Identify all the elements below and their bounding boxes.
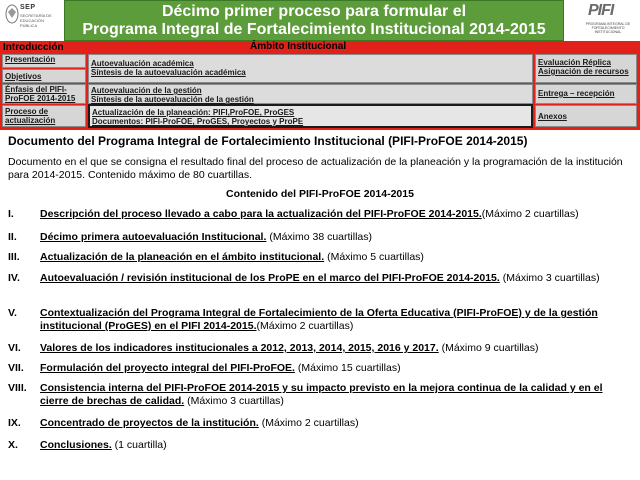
- sep-logo-subtitle: SECRETARÍA DE EDUCACIÓN PÚBLICA: [20, 13, 52, 28]
- nav-link-label: Objetivos: [5, 72, 42, 81]
- nav-link-actualizacion-planeacion[interactable]: Actualización de la planeación: PIFI,ProFOE, ProGES: [92, 108, 295, 117]
- item-number: VII.: [8, 362, 24, 374]
- nav-link-anexos[interactable]: [535, 105, 637, 127]
- nav-header-ambito: Ámbito Institucional: [250, 41, 347, 52]
- nav-link-presentacion[interactable]: [2, 54, 86, 68]
- nav-link-autoevaluacion-gestion[interactable]: Autoevaluación de la gestión: [91, 86, 202, 95]
- nav-block-evaluacion[interactable]: [535, 54, 637, 83]
- nav-block-autoevaluacion-gestion[interactable]: [88, 84, 533, 104]
- nav-link-sintesis-gestion[interactable]: Síntesis de la autoevaluación de la gestión: [91, 95, 254, 104]
- item-title: Descripción del proceso llevado a cabo para la actualización del PIFI-ProFOE 2014-2015.: [40, 208, 482, 220]
- item-title: Conclusiones.: [40, 439, 112, 451]
- item-title: Formulación del proyecto integral del PIFI-ProFOE.: [40, 362, 295, 374]
- item-number: VIII.: [8, 382, 27, 394]
- nav-link-proceso-actualizacion[interactable]: [2, 105, 86, 127]
- item-number: II.: [8, 231, 17, 243]
- item-title: Contextualización del Programa Integral de Fortalecimiento de la Oferta Educativa (PIFI-ProFOE) y de la gestión institucional (ProGES) en el PIFI 2014-2015.: [40, 307, 598, 332]
- pifi-logo-subtitle: PROGRAMA INTEGRAL DE FORTALECIMIENTO INSTITUCIONAL: [585, 22, 631, 34]
- pifi-logo: [578, 2, 638, 38]
- nav-link-sintesis-academica[interactable]: Síntesis de la autoevaluación académica: [91, 68, 246, 77]
- item-limit: (Máximo 3 cuartillas): [184, 395, 284, 407]
- navigation-panel: [0, 41, 640, 130]
- item-title: Autoevaluación / revisión institucional de los ProPE en el marco del PIFI-ProFOE 2014-2015.: [40, 272, 500, 284]
- nav-link-entrega-recepcion[interactable]: [535, 84, 637, 104]
- item-number: VI.: [8, 342, 21, 354]
- document-description: Documento en el que se consigna el resultado final del proceso de actualización de la planeación y la programación de la institución para 2014-2015. Contenido máximo de 80 cuartillas.: [8, 156, 623, 181]
- item-title: Valores de los indicadores institucionales a 2012, 2013, 2014, 2015, 2016 y 2017.: [40, 342, 439, 354]
- nav-block-autoevaluacion-academica[interactable]: [88, 54, 533, 83]
- item-number: III.: [8, 251, 20, 263]
- nav-link-documentos[interactable]: Documentos: PIFI-ProFOE, ProGES, Proyectos y ProPE: [92, 117, 304, 126]
- sep-logo-text: SEP: [20, 4, 36, 11]
- page-title-line2: Programa Integral de Fortalecimiento Institucional 2014-2015: [82, 21, 546, 38]
- nav-link-label: Anexos: [538, 112, 567, 121]
- item-number: X.: [8, 439, 18, 451]
- item-number: IX.: [8, 417, 21, 429]
- item-limit: (Máximo 2 cuartillas): [258, 417, 359, 429]
- nav-link-label: Presentación: [5, 55, 56, 64]
- item-limit: (Máximo 38 cuartillas): [266, 231, 373, 243]
- document-content: [0, 130, 640, 480]
- item-limit: (Máximo 2 cuartillas): [256, 320, 354, 332]
- nav-link-objetivos[interactable]: [2, 69, 86, 83]
- item-limit: (Máximo 15 cuartillas): [294, 362, 401, 374]
- nav-block-actualizacion-planeacion[interactable]: [88, 104, 533, 128]
- nav-link-label: Proceso de actualización: [5, 107, 56, 125]
- item-limit: (1 cuartilla): [111, 439, 167, 451]
- item-title: Actualización de la planeación en el ámbito institucional.: [40, 251, 325, 263]
- title-banner: [64, 0, 564, 41]
- contents-heading: Contenido del PIFI-ProFOE 2014-2015: [226, 188, 414, 200]
- header: [0, 0, 640, 41]
- sep-logo: [4, 2, 60, 36]
- pifi-logo-text: PIFI: [588, 2, 614, 19]
- nav-link-label: Énfasis del PIFI-ProFOE 2014-2015: [5, 85, 76, 103]
- item-number: V.: [8, 307, 17, 319]
- item-limit: (Máximo 2 cuartillas): [481, 208, 579, 220]
- item-title: Consistencia interna del PIFI-ProFOE 2014-2015 y su impacto previsto en la mejora continua de la calidad y en el cierre de brechas de calidad.: [40, 382, 603, 407]
- nav-link-label: Entrega – recepción: [538, 89, 615, 98]
- nav-link-asignacion-recursos[interactable]: Asignación de recursos: [538, 67, 629, 76]
- item-title: Concentrado de proyectos de la institución.: [40, 417, 259, 429]
- page-title-line1: Décimo primer proceso para formular el: [161, 3, 467, 20]
- nav-link-autoevaluacion-academica[interactable]: Autoevaluación académica: [91, 59, 194, 68]
- item-limit: (Máximo 9 cuartillas): [438, 342, 539, 354]
- document-title: Documento del Programa Integral de Fortalecimiento Institucional (PIFI-ProFOE 2014-2015): [8, 134, 528, 148]
- item-limit: (Máximo 5 cuartillas): [324, 251, 424, 263]
- item-title: Décimo primera autoevaluación Institucional.: [40, 231, 267, 243]
- item-number: IV.: [8, 272, 20, 284]
- nav-header-introduccion: Introducción: [3, 42, 64, 53]
- eagle-emblem-icon: [4, 2, 20, 28]
- nav-link-evaluacion-replica[interactable]: Evaluación Réplica: [538, 58, 611, 67]
- item-number: I.: [8, 208, 14, 220]
- nav-link-enfasis[interactable]: [2, 84, 86, 104]
- item-limit: (Máximo 3 cuartillas): [499, 272, 600, 284]
